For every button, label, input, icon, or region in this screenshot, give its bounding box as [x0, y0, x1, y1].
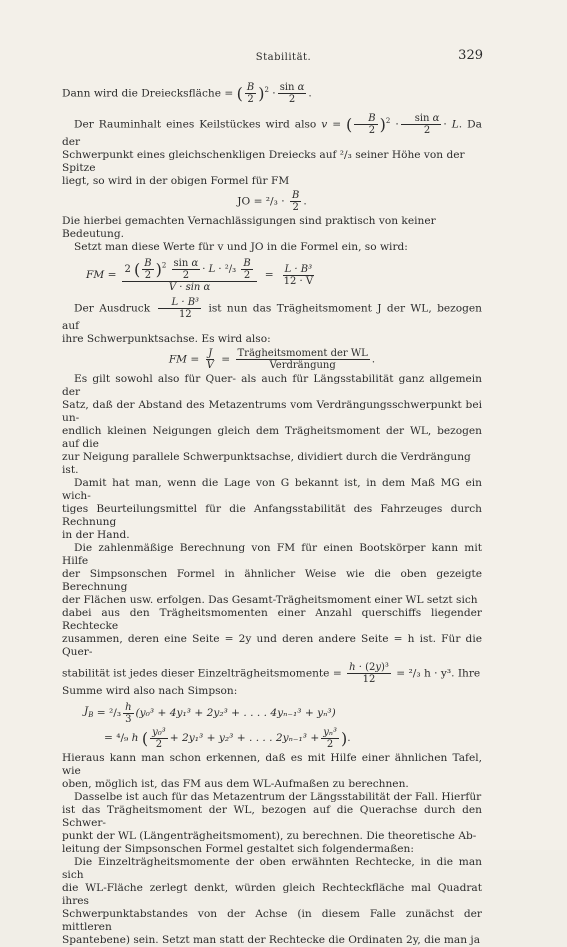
line-ausdruck: Der Ausdruck $\frac{\text{L · B³}}{12}$ ist nun das Trägheitsmoment J der WL, bezogen auf — [62, 297, 482, 332]
page-body — [62, 70, 482, 947]
paragraph-hieraus: Hieraus kann man schon erkennen, daß es mit Hilfe einer ähnlichen Tafel, wie oben, möglich ist, das FM aus dem WL-Aufmaßen zu berechnen. — [62, 752, 482, 790]
line-querstabilitaet: stabilität ist jedes dieser Einzelträgheitsmomente = $\frac{\text{h · (2y)³}}{12}$ = ²/₃ h · y³. Ihre — [62, 662, 481, 685]
page-number: 329 — [458, 48, 483, 63]
equation-jb-1: $J_B$ = ²/₃ $\frac{h}{3}$ (y₀³ + 4y₁³ + 2y₂³ + . . . . 4yₙ₋₁³ + yₙ³) — [84, 702, 336, 725]
paragraph-damit: Damit hat man, wenn die Lage von G bekannt ist, in dem Maß MG ein wich- tiges Beurteilungsmittel für die Anfangsstabilität des Fahrzeuges durch Rechnung in der Hand. — [62, 477, 482, 541]
line-formel-fm: liegt, so wird in der obigen Formel für FM — [62, 175, 290, 187]
line-summe: Summe wird also nach Simpson: — [62, 685, 238, 697]
line-vernachlaessigung: Die hierbei gemachten Vernachlässigungen sind praktisch von keiner Bedeutung. — [62, 215, 436, 240]
equation-fm: FM = 2 ( $\frac{B}{2}$ )$^2$ $\frac{\text{sin α}}{2}$ · L · ²/₃ $\frac{B}{2}$ V · sin α = $\frac{\text{L · B³}}{12 \cdot V}$ — [86, 258, 314, 293]
equation-fm-traegheit: FM = $\frac{J}{V}$ = $\frac{\text{Trägheitsmoment der WL}}{\text{Verdrängung}}$ . — [168, 348, 376, 371]
line-setzt-man: Setzt man diese Werte für v und JO in die Formel ein, so wird: — [74, 241, 408, 253]
line-schwerpunktsachse: ihre Schwerpunktsachse. Es wird also: — [62, 333, 271, 345]
paragraph-berechnung: Die zahlenmäßige Berechnung von FM für einen Bootskörper kann mit Hilfe der Simpsonschen Formel in ähnlicher Weise wie die oben gezeigte Berechnung der Flächen usw. erfolgen. Das Gesamt-Trägheitsmoment einer WL setzt sich dabei aus den Trägheitsmomenten einer Anzahl querschiffs liegender Rechtecke zusammen, deren eine Seite = 2y und deren andere Seite = h ist. Für die Quer- — [62, 542, 482, 658]
paragraph-satz: Es gilt sowohl also für Quer- als auch für Längsstabilität ganz allgemein der Satz, daß der Abstand des Metazentrums vom Verdrängungsschwerpunkt bei un- endlich kleinen Neigungen gleich dem Trägheitsmoment der WL, bezogen auf die zur Neigung parallele Schwerpunktsachse, dividiert durch die Verdrängung ist. — [62, 373, 482, 476]
line-dreiecksflaeche: Dann wird die Dreiecksfläche = ( $\frac{B}{2}$ )$^2$ · $\frac{\text{sin α}}{2}$ . — [62, 82, 312, 105]
equation-jo: JO = ²/₃ · $\frac{B}{2}$ . — [237, 190, 307, 213]
running-header: Stabilität. — [255, 52, 312, 63]
line-schwerpunkt: Schwerpunkt eines gleichschenkligen Dreiecks auf ²/₃ seiner Höhe von der Spitze — [62, 149, 465, 174]
paragraph-einzeltraegheit: Die Einzelträgheitsmomente der oben erwähnten Rechtecke, in die man sich die WL-Fläche zerlegt denkt, würden gleich Rechteckfläche mal Quadrat ihres Schwerpunktabstandes von der Achse (in diesem Falle zunächst der mittleren Spantebene) sein. Setzt man statt der Rechtecke die Ordinaten 2y, die man ja — [62, 856, 482, 946]
equation-jb-2: = ⁴/₉ h ( $\frac{\text{y₀³}}{2}$ + 2y₁³ + y₂³ + . . . . 2yₙ₋₁³ + $\frac{\text{yₙ³}}{2}$ ) . — [104, 727, 351, 750]
paragraph-dasselbe: Dasselbe ist auch für das Metazentrum der Längsstabilität der Fall. Hierfür ist das Trägheitsmoment der WL, bezogen auf die Querachse durch den Schwer- punkt der WL (Längenträgheitsmoment), zu berechnen. Die theoretische Ab- leitung der Simpsonschen Formel gestaltet sich folgendermaßen: — [62, 791, 482, 855]
line-rauminhalt: Der Rauminhalt eines Keilstückes wird also v = ( $\frac{B}{2}$ )$^2$ · $\frac{\text{sin α}}{2}$ · L. Da der — [62, 113, 482, 148]
